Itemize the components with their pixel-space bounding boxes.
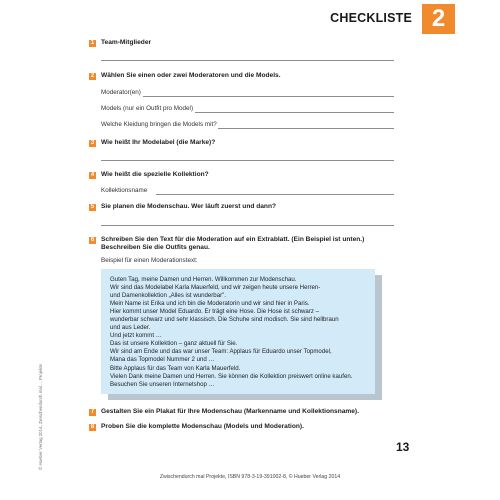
moderation-line: Wir sind am Ende und das war unser Team: Applaus für Eduardo unser Topmodel, <box>110 348 332 356</box>
clothing-answer-line[interactable] <box>218 128 394 129</box>
checklist-item-6 <box>89 236 419 256</box>
moderator-label: Moderator(en) <box>101 89 141 96</box>
moderation-text <box>110 276 352 389</box>
moderation-example-box <box>101 269 375 394</box>
page-title: CHECKLISTE <box>330 11 412 25</box>
item-text-line: Beschreiben Sie die Outfits genau. <box>101 244 210 252</box>
moderator-answer-line[interactable] <box>143 96 394 97</box>
collection-name-label: Kollektionsname <box>101 187 148 194</box>
moderation-line: und aus Leder. <box>110 324 151 332</box>
moderation-line: und Damenkollektion „Alles ist wunderbar". <box>110 292 226 300</box>
page-number: 13 <box>396 440 410 454</box>
chapter-number-badge: 2 <box>422 4 455 34</box>
item-number-badge: 5 <box>90 204 95 210</box>
item-text: Wie heißt Ihr Modelabel (die Marke)? <box>101 139 216 146</box>
moderation-line: Vielen Dank meine Damen und Herren. Sie können die Kollektion preiswert online kaufen. <box>110 372 353 380</box>
moderation-line: Und jetzt kommt … <box>110 332 162 340</box>
item-text-line: Schreiben Sie den Text für die Moderation auf ein Extrablatt. (Ein Beispiel ist unten.) <box>101 236 365 243</box>
moderation-line: Wir sind das Modelabel Karla Mauerfeld, und wir zeigen heute unsere Herren- <box>110 284 321 292</box>
item-text: Proben Sie die komplette Modenschau (Models und Moderation). <box>101 423 304 430</box>
item-number-badge: 2 <box>90 73 95 79</box>
answer-line[interactable] <box>101 60 394 61</box>
item-number-badge: 6 <box>90 237 95 243</box>
moderation-line: Mein Name ist Erika und ich bin die Moderatorin und wir sind hier in Paris. <box>110 300 310 308</box>
moderation-line: Besuchen Sie unseren Internetshop … <box>110 380 215 388</box>
moderation-line: Hier kommt unser Model Eduardo. Er trägt eine Hose. Die Hose ist schwarz – <box>110 308 319 316</box>
collection-name-answer-line[interactable] <box>156 194 394 195</box>
moderation-line: Mana das Topmodel Nummer 2 und … <box>110 356 215 364</box>
item-text <box>101 236 421 253</box>
example-label: Beispiel für einen Moderationstext: <box>101 257 198 264</box>
moderation-line: Bitte Applaus für das Team von Karla Mauerfeld. <box>110 364 241 372</box>
answer-line[interactable] <box>101 225 394 226</box>
item-text: Wie heißt die spezielle Kollektion? <box>101 171 209 178</box>
item-text: Gestalten Sie ein Plakat für Ihre Modenschau (Markenname und Kollektionsname). <box>101 408 359 415</box>
models-answer-line[interactable] <box>195 112 394 113</box>
item-number-badge: 3 <box>90 140 95 146</box>
item-text: Wählen Sie einen oder zwei Moderatoren und die Models. <box>101 72 281 79</box>
item-number-badge: 4 <box>90 172 95 178</box>
side-copyright: © Hueber Verlag 2014, Zwischendurch mal ... Projekte <box>38 364 43 470</box>
moderation-line: Guten Tag, meine Damen und Herren. Willkommen zur Modenschau. <box>110 276 297 283</box>
page-header <box>0 0 500 36</box>
moderation-line: wunderbar schwarz und sehr klassisch. Die Schuhe sind modisch. Sie sind hellbraun <box>110 316 339 324</box>
footer-text: Zwischendurch mal Projekte, ISBN 978-3-19-391002-8, © Hueber Verlag 2014 <box>159 474 341 480</box>
clothing-label: Welche Kleidung bringen die Models mit? <box>101 121 217 128</box>
item-text: Team-Mitglieder <box>101 39 152 46</box>
item-number-badge: 7 <box>90 409 95 415</box>
item-text: Sie planen die Modenschau. Wer läuft zuerst und dann? <box>101 203 276 210</box>
answer-line[interactable] <box>101 160 394 161</box>
item-number-badge: 8 <box>90 424 95 430</box>
item-number-badge: 1 <box>90 40 95 46</box>
models-label: Models (nur ein Outfit pro Model) <box>101 105 194 112</box>
moderation-line: Das ist unsere Kollektion – ganz aktuell für Sie. <box>110 340 238 348</box>
